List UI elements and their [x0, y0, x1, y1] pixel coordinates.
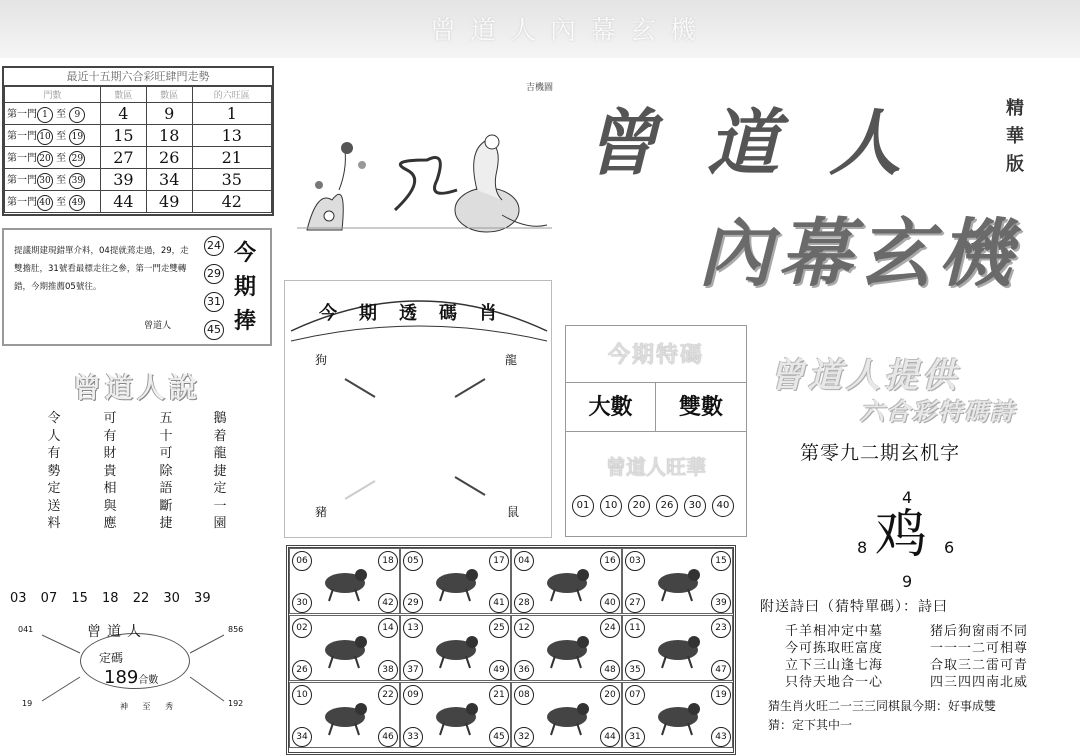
- zodiac-number: 04: [514, 551, 534, 571]
- zodiac-number: 27: [625, 593, 645, 613]
- table-cell: 4: [101, 103, 147, 125]
- table-row: 第一門 30 至 39 39 34 35: [5, 169, 272, 191]
- zodiac-animal-icon: [537, 693, 597, 737]
- special-number: 26: [656, 495, 678, 517]
- gate-end: 39: [69, 173, 85, 189]
- special-number: 20: [628, 495, 650, 517]
- special-row: [566, 382, 746, 432]
- corner-number: 856: [228, 625, 244, 634]
- gate-start: 40: [37, 195, 53, 211]
- zodiac-number: 13: [403, 618, 423, 638]
- code-bottom-text: 神 至 秀: [120, 702, 180, 711]
- zodiac-number: 15: [711, 551, 731, 571]
- saying-column: 令人有勢定送料: [47, 411, 61, 531]
- corner-number: 192: [228, 699, 244, 708]
- zodiac-number: 34: [292, 727, 312, 747]
- zodiac-number: 03: [625, 551, 645, 571]
- poem-line: 只待天地合一心: [785, 675, 884, 690]
- zodiac-number: 12: [514, 618, 534, 638]
- table-row: 第一門 40 至 49 44 49 42: [5, 191, 272, 213]
- zodiac-number: 46: [378, 727, 398, 747]
- zodiac-number: 09: [403, 685, 423, 705]
- char-number-right: 6: [944, 538, 955, 557]
- zodiac-number: 44: [600, 727, 620, 747]
- guess-line: 猜：定下其中一: [768, 718, 853, 732]
- table-cell: 34: [146, 169, 192, 191]
- special-number: 40: [712, 495, 734, 517]
- zodiac-number: 32: [514, 727, 534, 747]
- mystery-character: 鸡: [875, 505, 928, 565]
- zodiac-dragon: 龍: [505, 353, 518, 367]
- table-cell: 49: [146, 191, 192, 213]
- zodiac-cell: [400, 682, 511, 748]
- header-cell: 數區: [146, 87, 192, 103]
- zodiac-animal-icon: [537, 626, 597, 670]
- provider-subtitle: 六合彩特碼詩: [860, 398, 1016, 426]
- gates-table: [4, 86, 272, 213]
- poem-line: 一一一二可相尊: [930, 641, 1029, 656]
- zodiac-pig: 豬: [315, 505, 328, 519]
- fixed-code-panel: [2, 565, 272, 751]
- gate-label: 第一門: [7, 108, 37, 120]
- gate-start: 20: [37, 151, 53, 167]
- compass-panel: [284, 280, 552, 538]
- zodiac-number: 24: [600, 618, 620, 638]
- table-cell: 15: [101, 125, 147, 147]
- zodiac-number: 47: [711, 660, 731, 680]
- zodiac-number: 29: [403, 593, 423, 613]
- zodiac-cell: [289, 548, 400, 614]
- saying-column: 五十可除語斷捷: [159, 411, 173, 531]
- zodiac-cell: [400, 548, 511, 614]
- zodiac-animal-icon: [648, 559, 708, 603]
- gate-start: 1: [37, 107, 53, 123]
- mascot-label: 吉機圖: [525, 83, 553, 93]
- zodiac-cell: [289, 615, 400, 681]
- zodiac-number: 02: [292, 618, 312, 638]
- header-cell: 門數: [5, 87, 101, 103]
- zodiac-number: 19: [711, 685, 731, 705]
- gate-label: 第一門: [7, 152, 37, 164]
- compass-arrows: [285, 281, 553, 539]
- poem-heading: 附送詩曰（猜特單碼）：詩曰: [760, 599, 948, 615]
- zodiac-animal-icon: [648, 626, 708, 670]
- zodiac-number: 45: [489, 727, 509, 747]
- gate-end: 29: [69, 151, 85, 167]
- table-row: 第一門 10 至 19 15 18 13: [5, 125, 272, 147]
- zodiac-number: 21: [489, 685, 509, 705]
- saying-column: 可有財貴相與應: [103, 411, 117, 531]
- zodiac-cell: [511, 615, 622, 681]
- table-cell: 39: [101, 169, 147, 191]
- compass-title: 今期透碼肖: [319, 303, 519, 324]
- table-cell: 13: [192, 125, 271, 147]
- zodiac-number: 37: [403, 660, 423, 680]
- table-row: 第一門 20 至 29 27 26 21: [5, 147, 272, 169]
- mascot-illustration: [287, 130, 563, 250]
- zodiac-number: 20: [600, 685, 620, 705]
- table-cell: 44: [101, 191, 147, 213]
- code-sum-label: 合數: [138, 675, 159, 686]
- zodiac-cell: [400, 615, 511, 681]
- special-code-panel: [565, 325, 747, 537]
- table-row: 第一門 1 至 9 4 9 1: [5, 103, 272, 125]
- saying-column: 鵝着龍捷定一園: [213, 411, 227, 531]
- recommend-label: 今期捧: [234, 240, 257, 334]
- table-cell: 1: [192, 103, 271, 125]
- code-label: 定碼: [99, 651, 124, 665]
- zodiac-animal-icon: [426, 626, 486, 670]
- zodiac-number: 36: [514, 660, 534, 680]
- main-title-line2: 內幕玄機: [698, 211, 1018, 297]
- issue-heading: 第零九二期玄机字: [800, 442, 961, 464]
- zodiac-number: 43: [711, 727, 731, 747]
- zodiac-cell: [622, 682, 733, 748]
- zodiac-number: 40: [600, 593, 620, 613]
- poem-line: 立下三山逢七海: [785, 658, 884, 673]
- zodiac-animal-icon: [315, 559, 375, 603]
- table-cell: 27: [101, 147, 147, 169]
- recommend-panel: [2, 228, 272, 346]
- zodiac-dog: 狗: [315, 353, 328, 367]
- zodiac-cell: [511, 548, 622, 614]
- table-cell: 35: [192, 169, 271, 191]
- special-number: 10: [600, 495, 622, 517]
- zodiac-number: 17: [489, 551, 509, 571]
- zodiac-animal-icon: [537, 559, 597, 603]
- zodiac-animal-icon: [648, 693, 708, 737]
- table-cell: 18: [146, 125, 192, 147]
- zodiac-cell: [511, 682, 622, 748]
- big-number-label: 大數: [566, 383, 656, 431]
- recommend-number: 45: [204, 320, 224, 340]
- code-arrows: [2, 565, 272, 751]
- gate-label: 第一門: [7, 196, 37, 208]
- zodiac-number: 16: [600, 551, 620, 571]
- code-numbers: 03 07 15 18 22 30 39: [10, 591, 211, 606]
- table-cell: 9: [146, 103, 192, 125]
- provider-title: 曾道人提供: [770, 356, 960, 396]
- zodiac-number: 31: [625, 727, 645, 747]
- saying-panel: [2, 358, 272, 548]
- special-subtitle: 曾道人旺華: [606, 455, 706, 479]
- gate-end: 49: [69, 195, 85, 211]
- poem-line: 千羊相冲定中墓: [785, 624, 884, 639]
- recommend-number: 29: [204, 264, 224, 284]
- code-sum-value: 189: [104, 667, 139, 688]
- zodiac-number: 38: [378, 660, 398, 680]
- zodiac-number: 33: [403, 727, 423, 747]
- gate-label: 第一門: [7, 174, 37, 186]
- zodiac-cell: [622, 548, 733, 614]
- char-number-left: 8: [857, 538, 868, 557]
- poem-line: 四三四四南北威: [930, 675, 1029, 690]
- recommend-sign: 曾道人: [144, 321, 172, 331]
- poem-line: 今可拣取旺富度: [785, 641, 884, 656]
- zodiac-number: 41: [489, 593, 509, 613]
- poem-line: 猪后狗窗雨不同: [930, 624, 1029, 639]
- saying-title: 曾道人說: [72, 371, 201, 404]
- header-cell: 數區: [101, 87, 147, 103]
- table-cell: 42: [192, 191, 271, 213]
- recommend-number: 31: [204, 292, 224, 312]
- special-title: 今期特碼: [607, 343, 704, 368]
- zodiac-number: 22: [378, 685, 398, 705]
- zodiac-number: 10: [292, 685, 312, 705]
- zodiac-number: 48: [600, 660, 620, 680]
- zodiac-number: 18: [378, 551, 398, 571]
- table-cell: 26: [146, 147, 192, 169]
- gates-table-panel: [2, 66, 274, 216]
- zodiac-grid: [286, 545, 736, 755]
- corner-number: 19: [22, 699, 33, 708]
- zodiac-number: 25: [489, 618, 509, 638]
- edition-label: 精華版: [1006, 98, 1024, 175]
- mascot-panel: [287, 70, 563, 270]
- even-number-label: 雙數: [678, 394, 723, 420]
- zodiac-number: 26: [292, 660, 312, 680]
- gate-start: 10: [37, 129, 53, 145]
- char-number-bottom: 9: [902, 572, 913, 591]
- zodiac-animal-icon: [315, 693, 375, 737]
- header-cell: 的六旺區: [192, 87, 271, 103]
- gates-table-caption: 最近十五期六合彩旺肆門走勢: [4, 68, 272, 86]
- main-title-line1: 曾道人: [585, 100, 952, 185]
- zodiac-rat: 鼠: [507, 505, 520, 519]
- zodiac-cell: [622, 615, 733, 681]
- zodiac-number: 14: [378, 618, 398, 638]
- zodiac-number: 39: [711, 593, 731, 613]
- recommend-number: 24: [204, 236, 224, 256]
- zodiac-animal-icon: [426, 559, 486, 603]
- zodiac-number: 11: [625, 618, 645, 638]
- recommend-text: 提議期建現錯單介料，04提就蔫走過，29，走雙擔肚，31號看最標走往之參，第一門走雙轉錯，今期推薦05號往。: [14, 246, 189, 292]
- special-number: 30: [684, 495, 706, 517]
- zodiac-animal-icon: [426, 693, 486, 737]
- guess-line: 猜生肖火旺二一三三同棋鼠今期：好事成雙: [768, 699, 997, 713]
- zodiac-number: 28: [514, 593, 534, 613]
- gate-label: 第一門: [7, 130, 37, 142]
- char-number-top: 4: [902, 488, 913, 507]
- zodiac-number: 42: [378, 593, 398, 613]
- zodiac-cell: [289, 682, 400, 748]
- zodiac-number: 08: [514, 685, 534, 705]
- zodiac-number: 30: [292, 593, 312, 613]
- gate-start: 30: [37, 173, 53, 189]
- zodiac-number: 06: [292, 551, 312, 571]
- zodiac-number: 49: [489, 660, 509, 680]
- zodiac-number: 23: [711, 618, 731, 638]
- special-number: 01: [572, 495, 594, 517]
- code-zdr: 曾道人: [87, 624, 147, 640]
- zodiac-number: 05: [403, 551, 423, 571]
- table-cell: 21: [192, 147, 271, 169]
- banner-title: 曾道人內幕玄機: [429, 16, 710, 46]
- zodiac-animal-icon: [315, 626, 375, 670]
- zodiac-number: 07: [625, 685, 645, 705]
- zodiac-number: 35: [625, 660, 645, 680]
- gate-end: 19: [69, 129, 85, 145]
- corner-number: 041: [18, 625, 34, 634]
- gate-end: 9: [69, 107, 85, 123]
- poem-line: 合取三二雷可青: [930, 658, 1029, 673]
